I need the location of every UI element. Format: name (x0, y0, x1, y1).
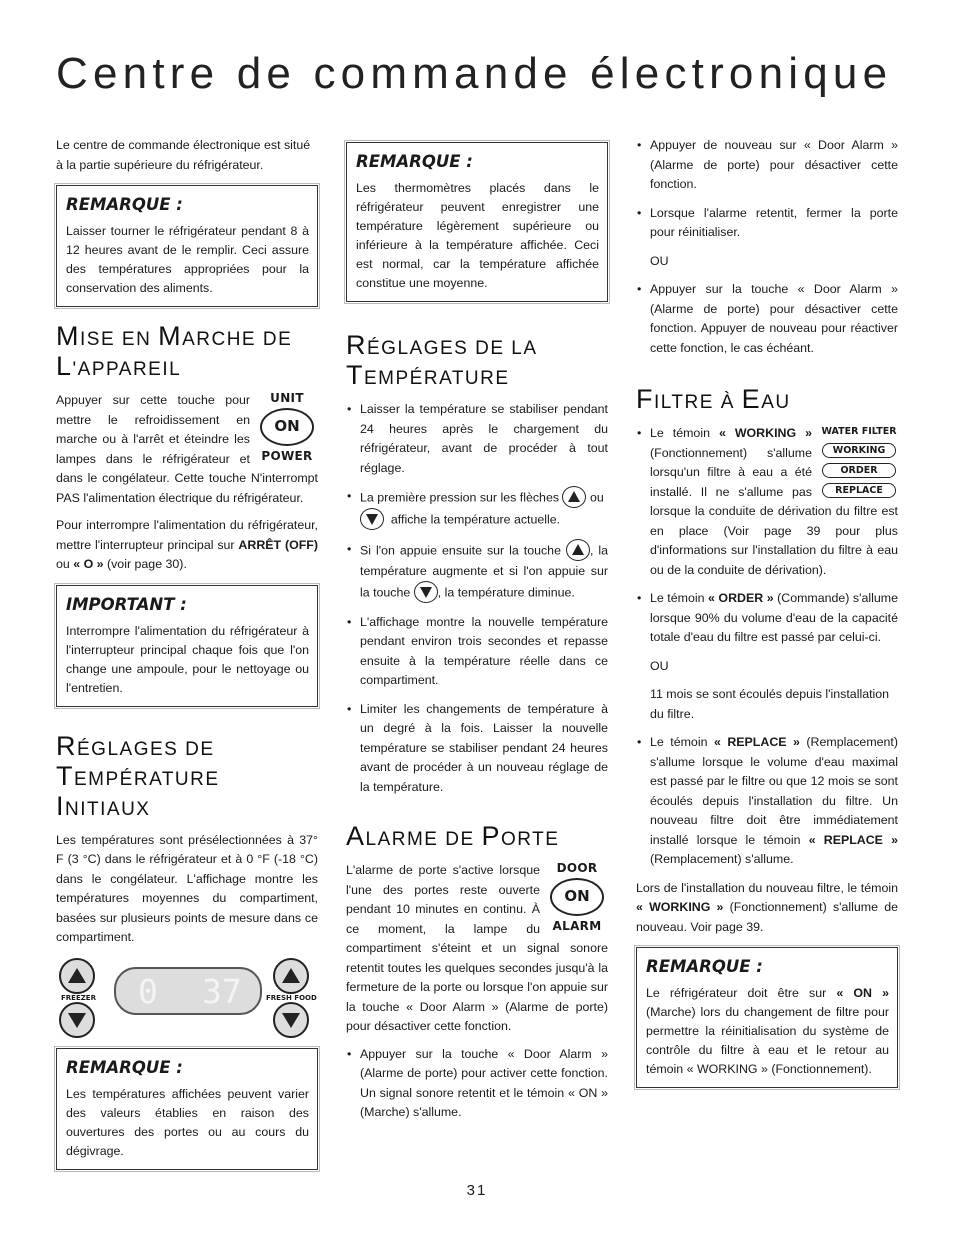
list-item: • Lorsque l'alarme retentit, fermer la porte pour réinitialiser. (636, 204, 898, 243)
replace-indicator: REPLACE (822, 483, 896, 498)
note-box (56, 185, 318, 307)
arrow-down-icon (280, 1009, 302, 1031)
column-3 (636, 136, 898, 1102)
list-item: • Appuyer sur la touche « Door Alarm » (Alarme de porte) pour activer cette fonction. Un signal sonore retentit et le témoin « ON » (Marche) s'allume. (346, 1045, 608, 1123)
section-heading-reglages-temperature: RÉGLAGES DE LA TEMPÉRATURE (346, 330, 538, 390)
list-item: • Si l'on appuie ensuite sur la touche , la température augmente et si l'on appuie sur la touche , la température diminue. (346, 540, 608, 604)
mise-paragraph-2: Pour interrompre l'alimentation du réfrigérateur, mettre l'interrupteur principal sur ARRÊT (OFF) ou « O » (voir page 30). (56, 518, 318, 571)
alarm-label: ALARM (552, 919, 602, 933)
note-title: REMARQUE : (646, 957, 763, 976)
alarme-list-cont2 (636, 280, 898, 358)
arrow-down-icon (360, 508, 384, 530)
unit-label: UNIT (270, 391, 304, 405)
note-text: Le réfrigérateur doit être sur « ON » (Marche) lors du changement de filtre pour permettre la réinitialisation du système de contrôle du filtre à eau et le retour au témoin « WORKING » (Fonctionnement). (646, 986, 889, 1076)
order-indicator: ORDER (822, 463, 896, 478)
note-box (346, 142, 608, 302)
control-panel (56, 956, 318, 1034)
filtre-list (636, 424, 898, 648)
section-heading-mise-en-marche: MISE EN MARCHE DE L'APPAREIL (56, 321, 293, 381)
list-item: • Le témoin « REPLACE » (Remplacement) s'allume lorsque le volume d'eau maximal est passé par le filtre ou que 12 mois se sont écoulés depuis l'installation du filtre. Un nouveau filtre doit être immédiatement installé lorsque le témoin « REPLACE » (Remplacement) s'allume. (636, 733, 898, 870)
important-text: Interrompre l'alimentation du réfrigérateur à l'interrupteur principal chaque fois que l'on change une ampoule, pour le nettoyage ou l'entretien. (66, 623, 309, 695)
column-1 (56, 136, 318, 1184)
freezer-down-button[interactable] (59, 1002, 95, 1038)
arrow-up-icon (66, 965, 88, 987)
working-indicator: WORKING (822, 443, 896, 458)
list-item: • La première pression sur les flèches ou affiche la température actuelle. (346, 487, 608, 531)
fresh-food-temp: 37 (202, 971, 242, 1011)
temperature-display (114, 967, 262, 1015)
note-box (636, 947, 898, 1088)
filtre-install-paragraph: Lors de l'installation du nouveau filtre, le témoin « WORKING » (Fonctionnement) s'allume de nouveau. Voir page 39. (636, 880, 898, 934)
note-title: REMARQUE : (356, 152, 473, 171)
arrow-up-icon (562, 486, 586, 508)
or-text: OU (650, 253, 669, 268)
on-label: ON (550, 878, 604, 916)
freezer-temp: 0 (138, 971, 158, 1011)
note-text: Les thermomètres placés dans le réfrigérateur peuvent enregistrer une température légèrement supérieure ou inférieure à la température affichée. Ceci est normal, car la température affichée constitue une moyenne. (356, 181, 599, 290)
note-title: REMARQUE : (66, 1057, 183, 1077)
freezer-label: FREEZER (61, 993, 96, 1002)
list-item: • Appuyer de nouveau sur « Door Alarm » (Alarme de porte) pour désactiver cette fonction. (636, 136, 898, 195)
fresh-food-up-button[interactable] (273, 958, 309, 994)
list-item: • Limiter les changements de température à un degré à la fois. Laisser la nouvelle température se stabiliser pendant 24 heures avant de procéder à un nouveau réglage de la température. (346, 700, 608, 798)
list-item: • Laisser la température se stabiliser pendant 24 heures après le chargement du réfrigérateur, avant de procéder à tout réglage. (346, 400, 608, 478)
section-heading-alarme-porte: ALARME DE PORTE (346, 821, 560, 851)
list-item: • Le témoin « WORKING » (Fonctionnement) s'allume lorsqu'un filtre à eau a été installé. Il ne s'allume pas lorsque la conduite de dérivation du filtre est en place (Voir page 39 pour plus d'informations sur l'installation du filtre à eau ou de la conduite de dérivation). (636, 424, 898, 580)
important-title: IMPORTANT : (66, 594, 187, 614)
arrow-down-icon (66, 1009, 88, 1031)
intro-text: Le centre de commande électronique est situé à la partie supérieure du réfrigérateur. (56, 138, 311, 172)
fresh-food-label: FRESH FOOD (266, 993, 317, 1002)
door-alarm-button[interactable] (546, 861, 608, 933)
filtre-list-2 (636, 733, 898, 870)
section-heading-filtre-eau: FILTRE À EAU (636, 384, 791, 414)
note-box (56, 1048, 318, 1170)
freezer-up-button[interactable] (59, 958, 95, 994)
reglages-list (346, 400, 608, 797)
unit-power-button[interactable] (256, 391, 318, 463)
alarme-list (346, 1045, 608, 1123)
page-number: 31 (466, 1182, 488, 1199)
or-text: OU (650, 658, 669, 673)
note-text: Laisser tourner le réfrigérateur pendant 8 à 12 heures avant de le remplir. Ceci assure des températures appropriées pour la conservation des aliments. (66, 224, 309, 295)
power-label: POWER (261, 449, 313, 463)
on-label: ON (260, 408, 314, 446)
filtre-paragraph: 11 mois se sont écoulés depuis l'installation du filtre. (650, 687, 890, 721)
note-text: Les températures affichées peuvent varier des valeurs établies en raison des ouvertures des portes ou au cours du dégivrage. (66, 1086, 309, 1158)
arrow-up-icon (566, 539, 590, 561)
column-2 (346, 142, 608, 1132)
list-item: • L'affichage montre la nouvelle température pendant environ trois secondes et repasse ensuite à la température réelle dans ce compartiment. (346, 613, 608, 691)
list-item: • Appuyer sur la touche « Door Alarm » (Alarme de porte) pour désactiver cette fonction. Appuyer de nouveau pour réactiver cette fonction, le cas échéant. (636, 280, 898, 358)
section-heading-reglages-initiaux: RÉGLAGES DE TEMPÉRATURE INITIAUX (56, 730, 220, 821)
alarme-paragraph: L'alarme de porte s'active lorsque l'une des portes reste ouverte pendant 10 minutes en continu. À ce moment, la lampe du compartiment s'éteint et un signal sonore retentit toutes les quelques secondes jusqu'à la fermeture de la porte ou lorsque l'on appuie sur la touche « Door Alarm » (Alarme de porte) pour désactiver cette fonction. (346, 863, 608, 1033)
fresh-food-down-button[interactable] (273, 1002, 309, 1038)
note-title: REMARQUE : (66, 195, 183, 214)
mise-paragraph-1: Appuyer sur cette touche pour mettre le refroidissement en marche ou à l'arrêt et éteindre les lampes dans le réfrigérateur et dans le congélateur. Cette touche N'interrompt PAS l'alimentation électrique du réfrigérateur. (56, 393, 318, 505)
arrow-up-icon (280, 965, 302, 987)
init-paragraph: Les températures sont présélectionnées à 37° F (3 °C) dans le réfrigérateur et à 0 °F (-18 °C) dans le congélateur. L'affichage montre les températures moyennes du compartiment, basées sur plusieurs points de mesure dans ce compartiment. (56, 832, 318, 944)
page-title: Centre de commande électronique (56, 49, 893, 98)
water-filter-title: WATER FILTER (821, 426, 897, 437)
important-box (56, 585, 318, 707)
list-item: • Le témoin « ORDER » (Commande) s'allume lorsque 90% du volume d'eau de la capacité totale d'eau du filtre est passé par celui-ci. (636, 589, 898, 648)
door-label: DOOR (556, 861, 598, 875)
alarme-list-cont (636, 136, 898, 243)
arrow-down-icon (414, 581, 438, 603)
